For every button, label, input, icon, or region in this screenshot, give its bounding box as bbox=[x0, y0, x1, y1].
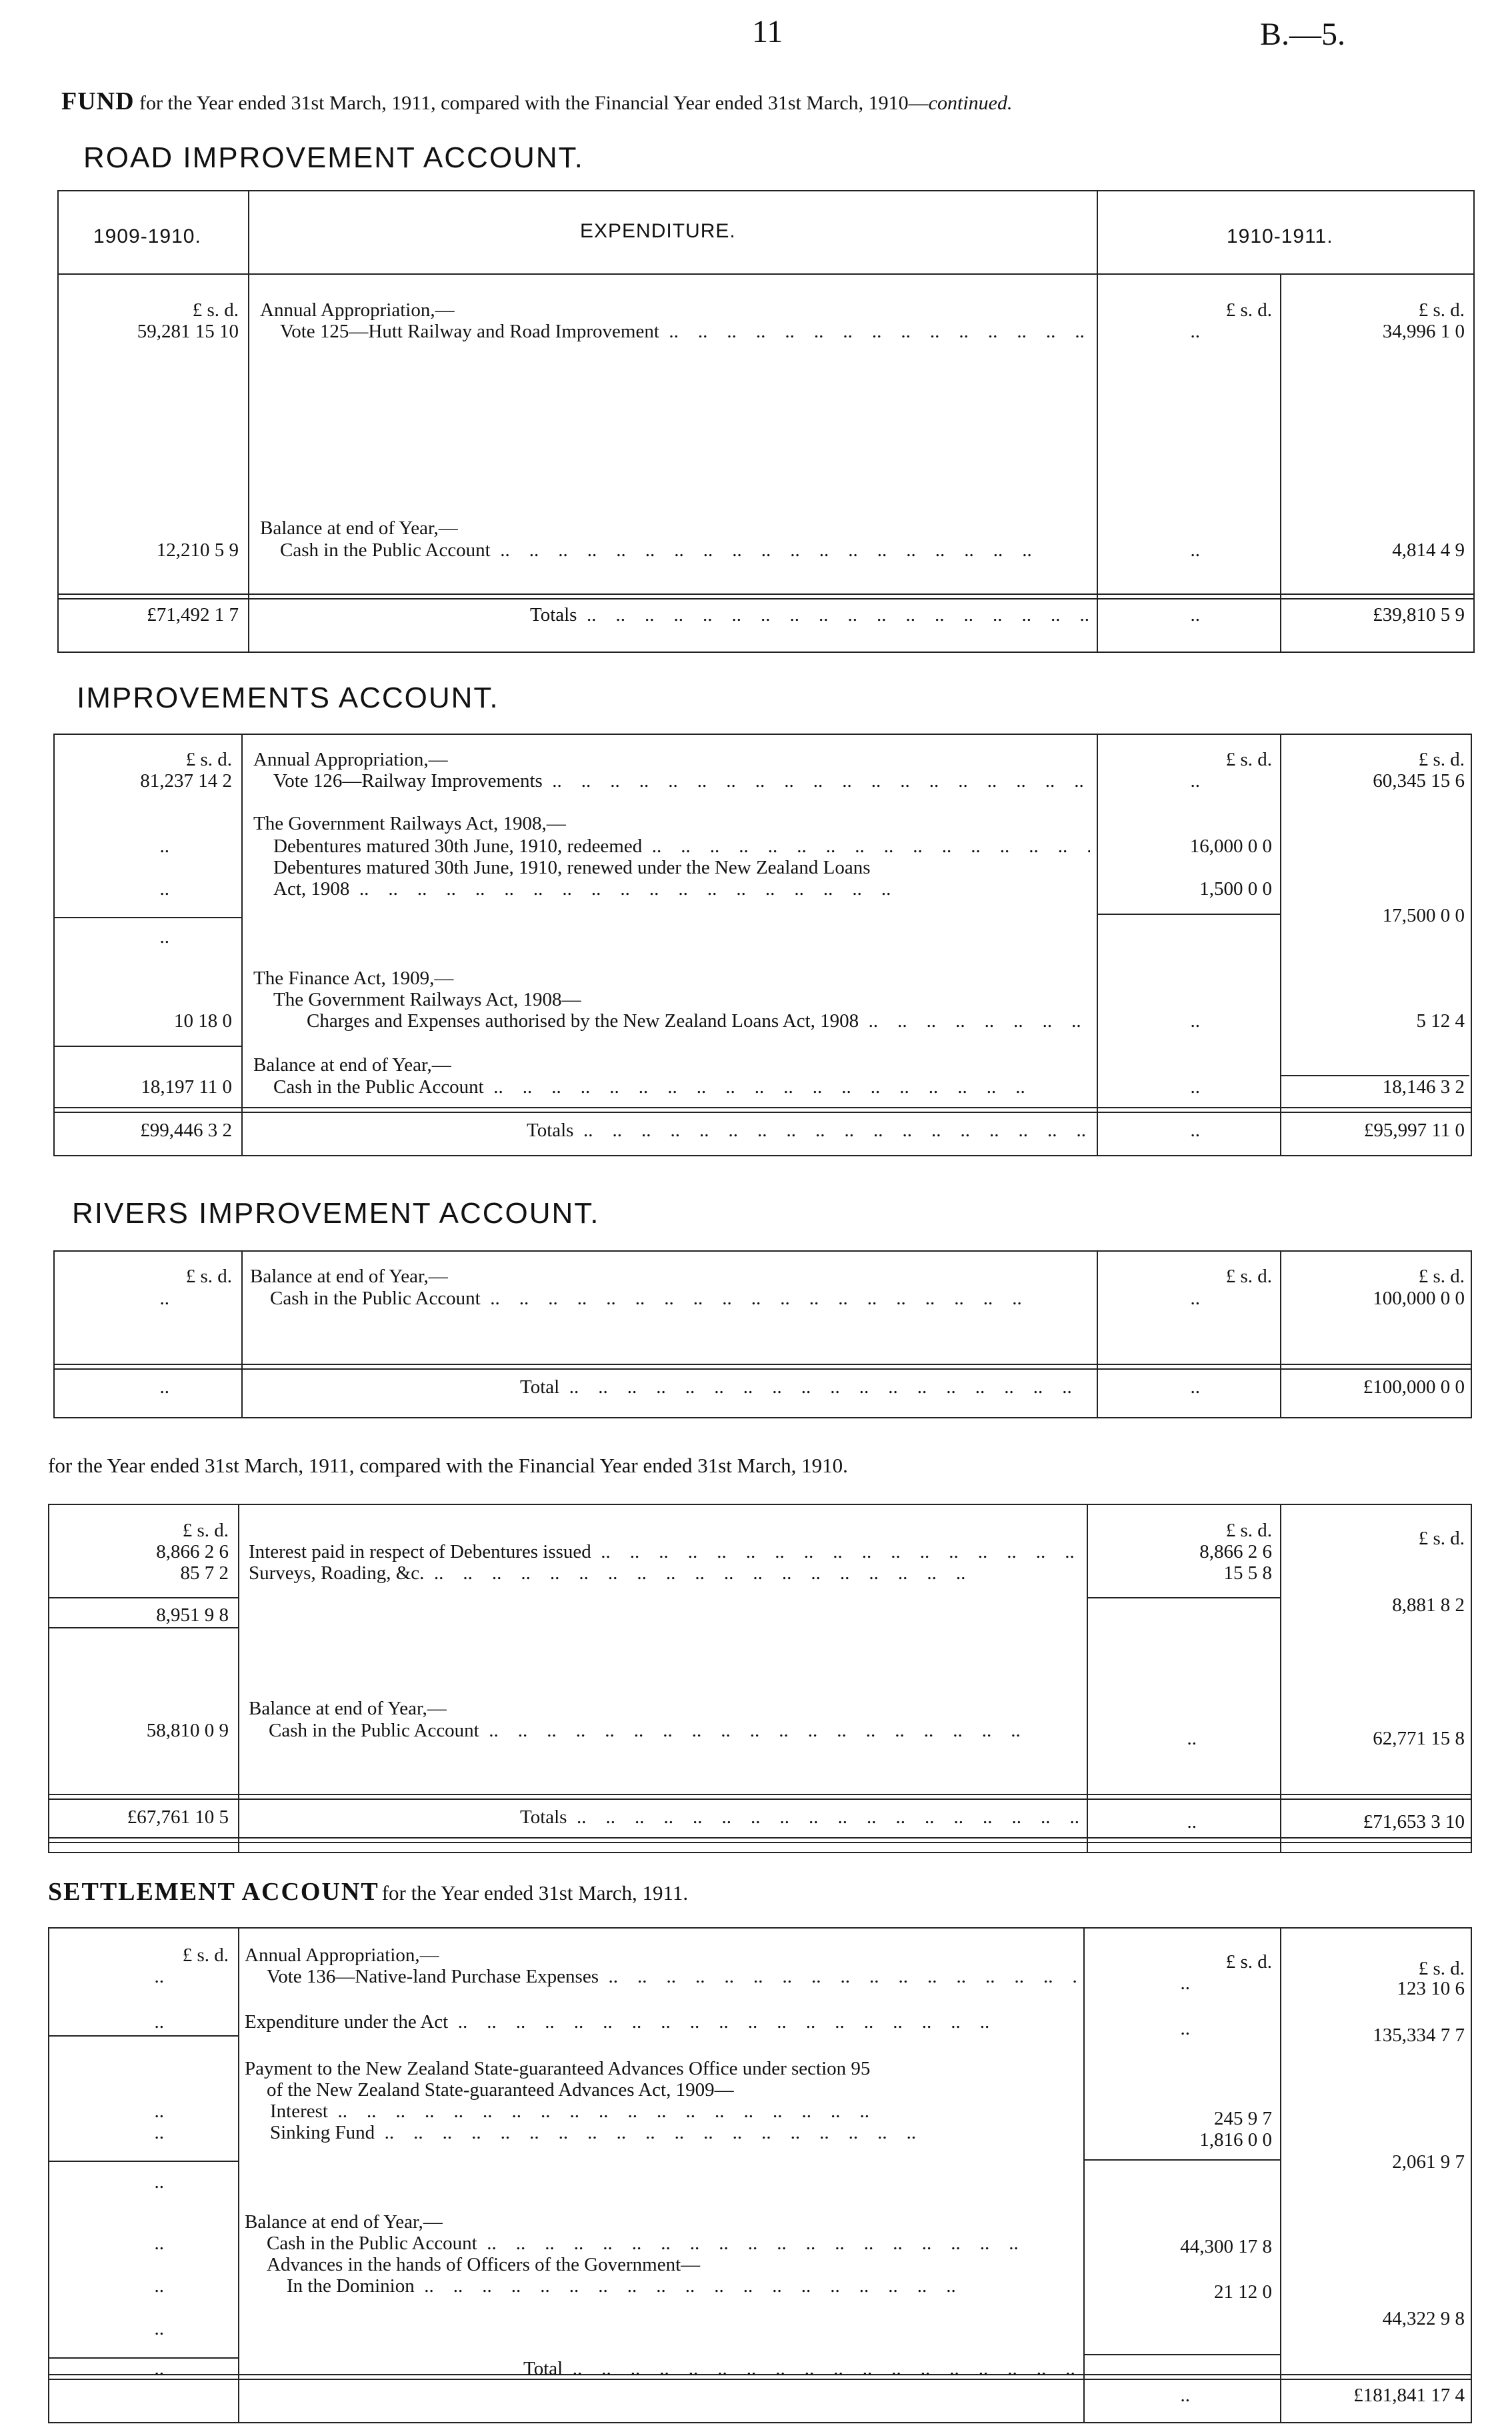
settle-total-label: Total .. bbox=[523, 2357, 1077, 2380]
rivers-total-prev: .. bbox=[159, 1376, 169, 1398]
impr-r4-mid: .. bbox=[1190, 1076, 1200, 1098]
road-total-label: Totals .. bbox=[530, 603, 1090, 626]
settle-r3a-prev: .. bbox=[154, 2101, 164, 2122]
road-title: ROAD IMPROVEMENT ACCOUNT. bbox=[83, 141, 584, 174]
settle-r2-cur: 135,334 7 7 bbox=[1373, 2025, 1465, 2046]
settle-r1-sub: Vote 136—Native-land Purchase Expenses .. bbox=[267, 1965, 1077, 1988]
rivers-r1-cur: 100,000 0 0 bbox=[1373, 1288, 1465, 1309]
road-total-cur: £39,810 5 9 bbox=[1373, 604, 1465, 626]
rivers-r1-mid: .. bbox=[1190, 1288, 1200, 1309]
impr-r3-cur: 5 12 4 bbox=[1416, 1010, 1465, 1032]
interest-r2-label: Surveys, Roading, &c. .. bbox=[249, 1562, 1080, 1584]
header-continued: continued. bbox=[928, 92, 1013, 114]
road-r2-sub: Cash in the Public Account .. bbox=[280, 539, 1090, 561]
impr-r1-mid: .. bbox=[1190, 770, 1200, 792]
impr-r3-label: The Finance Act, 1909,— bbox=[253, 968, 454, 989]
road-col-cur: 1910-1911. bbox=[1227, 225, 1333, 247]
interest-r2-mid: 15 5 8 bbox=[1223, 1562, 1272, 1584]
road-r1-mid: .. bbox=[1190, 321, 1200, 342]
settle-total-prev: .. bbox=[154, 2358, 164, 2379]
settle-r4a-mid: 44,300 17 8 bbox=[1180, 2236, 1272, 2257]
rivers-r1-prev: .. bbox=[159, 1288, 169, 1309]
road-total-prev: £71,492 1 7 bbox=[147, 604, 239, 626]
settle-r3-sum-prev: .. bbox=[154, 2171, 164, 2193]
road-r1-label: Annual Appropriation,— bbox=[260, 299, 455, 321]
impr-r3-sub2: Charges and Expenses authorised by the New Zealand Loans Act, 1908 .. bbox=[307, 1010, 1090, 1032]
road-total-mid: .. bbox=[1190, 604, 1200, 626]
settle-r3a-mid: 245 9 7 bbox=[1214, 2108, 1272, 2129]
rivers-lsd-cur: £ s. d. bbox=[1418, 1266, 1465, 1287]
impr-r4-cur: 18,146 3 2 bbox=[1382, 1076, 1465, 1098]
road-lsd-prev: £ s. d. bbox=[192, 299, 239, 321]
settle-r3b-mid: 1,816 0 0 bbox=[1199, 2129, 1272, 2151]
impr-lsd-mid: £ s. d. bbox=[1225, 749, 1272, 770]
road-r2-label: Balance at end of Year,— bbox=[260, 517, 458, 539]
rivers-total-label: Total .. bbox=[520, 1376, 1090, 1398]
interest-lsd-cur: £ s. d. bbox=[1418, 1528, 1465, 1549]
settle-r4b-prev: .. bbox=[154, 2275, 164, 2297]
rivers-r1-sub: Cash in the Public Account .. bbox=[270, 1287, 1090, 1310]
impr-r2-label: The Government Railways Act, 1908,— bbox=[253, 813, 566, 834]
header-text: for the Year ended 31st March, 1911, compared with the Financial Year ended 31st March, 1910— bbox=[139, 92, 929, 114]
impr-r1-cur: 60,345 15 6 bbox=[1373, 770, 1465, 792]
impr-r2b-mid: 1,500 0 0 bbox=[1199, 878, 1272, 900]
settlement-heading bbox=[48, 1877, 688, 1907]
improvements-title: IMPROVEMENTS ACCOUNT. bbox=[77, 682, 499, 714]
interest-sum-prev: 8,951 9 8 bbox=[156, 1604, 229, 1626]
settle-r4-cur: 44,322 9 8 bbox=[1382, 2308, 1465, 2329]
road-col-prev: 1909-1910. bbox=[93, 225, 201, 247]
impr-r2b-label2: Act, 1908 .. bbox=[273, 878, 1090, 900]
settle-lsd-prev: £ s. d. bbox=[182, 1945, 229, 1966]
impr-r2a-label: Debentures matured 30th June, 1910, redeemed .. bbox=[273, 835, 1090, 858]
settle-r4a-label: Cash in the Public Account .. bbox=[267, 2232, 1077, 2255]
interest-r1-label: Interest paid in respect of Debentures issued .. bbox=[249, 1540, 1080, 1563]
road-r1-sub: Vote 125—Hutt Railway and Road Improvement .. bbox=[280, 320, 1090, 343]
road-col-expenditure: EXPENDITURE. bbox=[580, 220, 736, 242]
impr-r4-prev: 18,197 11 0 bbox=[141, 1076, 232, 1098]
settle-r2-mid: .. bbox=[1180, 2018, 1190, 2039]
impr-r3-sub: The Government Railways Act, 1908— bbox=[273, 989, 581, 1010]
impr-r1-sub: Vote 126—Railway Improvements .. bbox=[273, 770, 1090, 792]
interest-r3-cur: 62,771 15 8 bbox=[1373, 1728, 1465, 1749]
interest-r3-prev: 58,810 0 9 bbox=[146, 1720, 229, 1741]
settle-r4-label: Balance at end of Year,— bbox=[245, 2211, 443, 2233]
settle-r4b-label2: In the Dominion .. bbox=[287, 2275, 1077, 2297]
interest-lsd-mid: £ s. d. bbox=[1225, 1520, 1272, 1541]
rivers-total-mid: .. bbox=[1190, 1376, 1200, 1398]
impr-r4-label: Balance at end of Year,— bbox=[253, 1054, 451, 1076]
impr-r2-sum-prev: .. bbox=[159, 926, 169, 948]
settle-r3b-label: Sinking Fund .. bbox=[270, 2121, 1077, 2144]
impr-r1-label: Annual Appropriation,— bbox=[253, 749, 448, 770]
rivers-lsd-prev: £ s. d. bbox=[185, 1266, 232, 1287]
fund-word: FUND bbox=[61, 87, 135, 115]
road-lsd-mid: £ s. d. bbox=[1225, 299, 1272, 321]
impr-r1-prev: 81,237 14 2 bbox=[140, 770, 232, 792]
page-reference: B.—5. bbox=[1260, 17, 1346, 52]
settle-r3-cur: 2,061 9 7 bbox=[1392, 2151, 1465, 2173]
interest-r3-mid: .. bbox=[1187, 1728, 1197, 1749]
road-r1-prev: 59,281 15 10 bbox=[137, 321, 239, 342]
settle-r3b-prev: .. bbox=[154, 2122, 164, 2143]
road-r1-cur: 34,996 1 0 bbox=[1382, 321, 1465, 342]
rivers-r1-label: Balance at end of Year,— bbox=[250, 1266, 448, 1287]
interest-sum-cur: 8,881 8 2 bbox=[1392, 1594, 1465, 1616]
impr-lsd-cur: £ s. d. bbox=[1418, 749, 1465, 770]
page-number: 11 bbox=[752, 14, 783, 49]
impr-r2a-mid: 16,000 0 0 bbox=[1189, 836, 1272, 857]
settle-r2-prev: .. bbox=[154, 2011, 164, 2033]
rivers-total-cur: £100,000 0 0 bbox=[1363, 1376, 1465, 1398]
page-header bbox=[61, 87, 1012, 116]
road-r2-cur: 4,814 4 9 bbox=[1392, 539, 1465, 561]
impr-r4-sub: Cash in the Public Account .. bbox=[273, 1076, 1090, 1098]
settle-total-cur: £181,841 17 4 bbox=[1353, 2385, 1465, 2406]
interest-r3-sub: Cash in the Public Account .. bbox=[269, 1719, 1080, 1742]
settle-r3a-label: Interest .. bbox=[270, 2100, 1077, 2123]
impr-r2b-prev: .. bbox=[159, 878, 169, 900]
impr-total-label: Totals .. bbox=[527, 1119, 1090, 1142]
settle-r3-label2: of the New Zealand State-guaranteed Advances Act, 1909— bbox=[267, 2079, 734, 2101]
settle-lsd-mid: £ s. d. bbox=[1225, 1951, 1272, 1973]
interest-r1-mid: 8,866 2 6 bbox=[1199, 1541, 1272, 1562]
impr-total-cur: £95,997 11 0 bbox=[1363, 1120, 1465, 1141]
impr-r2a-prev: .. bbox=[159, 836, 169, 857]
settle-r4-sum-prev: .. bbox=[154, 2318, 164, 2339]
settle-r3-label: Payment to the New Zealand State-guaranteed Advances Office under section 95 bbox=[245, 2058, 871, 2079]
road-r2-mid: .. bbox=[1190, 539, 1200, 561]
settle-r1-prev: .. bbox=[154, 1966, 164, 1987]
settlement-title: SETTLEMENT ACCOUNT bbox=[48, 1878, 379, 1906]
settle-total-mid: .. bbox=[1180, 2385, 1190, 2406]
impr-r3-prev: 10 18 0 bbox=[174, 1010, 232, 1032]
impr-lsd-prev: £ s. d. bbox=[185, 749, 232, 770]
settlement-title-tail: for the Year ended 31st March, 1911. bbox=[381, 1881, 689, 1905]
settle-r1-cur: 123 10 6 bbox=[1397, 1978, 1465, 1999]
interest-total-cur: £71,653 3 10 bbox=[1363, 1811, 1465, 1833]
road-r2-prev: 12,210 5 9 bbox=[156, 539, 239, 561]
interest-lsd-prev: £ s. d. bbox=[182, 1520, 229, 1541]
settle-r1-label: Annual Appropriation,— bbox=[245, 1945, 439, 1966]
interest-total-prev: £67,761 10 5 bbox=[127, 1806, 229, 1828]
settle-r2-label: Expenditure under the Act .. bbox=[245, 2011, 1077, 2033]
interest-title: for the Year ended 31st March, 1911, compared with the Financial Year ended 31st March, 1910. bbox=[48, 1454, 848, 1477]
interest-r1-prev: 8,866 2 6 bbox=[156, 1541, 229, 1562]
settle-r4b-mid: 21 12 0 bbox=[1214, 2281, 1272, 2303]
impr-r2b-label: Debentures matured 30th June, 1910, renewed under the New Zealand Loans bbox=[273, 857, 871, 878]
impr-r3-mid: .. bbox=[1190, 1010, 1200, 1032]
interest-r2-prev: 85 7 2 bbox=[180, 1562, 229, 1584]
impr-r2-cur: 17,500 0 0 bbox=[1382, 905, 1465, 926]
impr-total-prev: £99,446 3 2 bbox=[140, 1120, 232, 1141]
settle-lsd-cur: £ s. d. bbox=[1418, 1958, 1465, 1979]
rivers-lsd-mid: £ s. d. bbox=[1225, 1266, 1272, 1287]
interest-total-mid: .. bbox=[1187, 1811, 1197, 1833]
interest-total-label: Totals .. bbox=[520, 1806, 1080, 1829]
interest-r3-label: Balance at end of Year,— bbox=[249, 1698, 447, 1719]
settle-r4b-label: Advances in the hands of Officers of the Government— bbox=[267, 2254, 701, 2275]
rivers-title: RIVERS IMPROVEMENT ACCOUNT. bbox=[72, 1197, 600, 1230]
settle-r4a-prev: .. bbox=[154, 2233, 164, 2254]
road-lsd-cur: £ s. d. bbox=[1418, 299, 1465, 321]
impr-total-mid: .. bbox=[1190, 1120, 1200, 1141]
settle-r1-mid: .. bbox=[1180, 1973, 1190, 1994]
